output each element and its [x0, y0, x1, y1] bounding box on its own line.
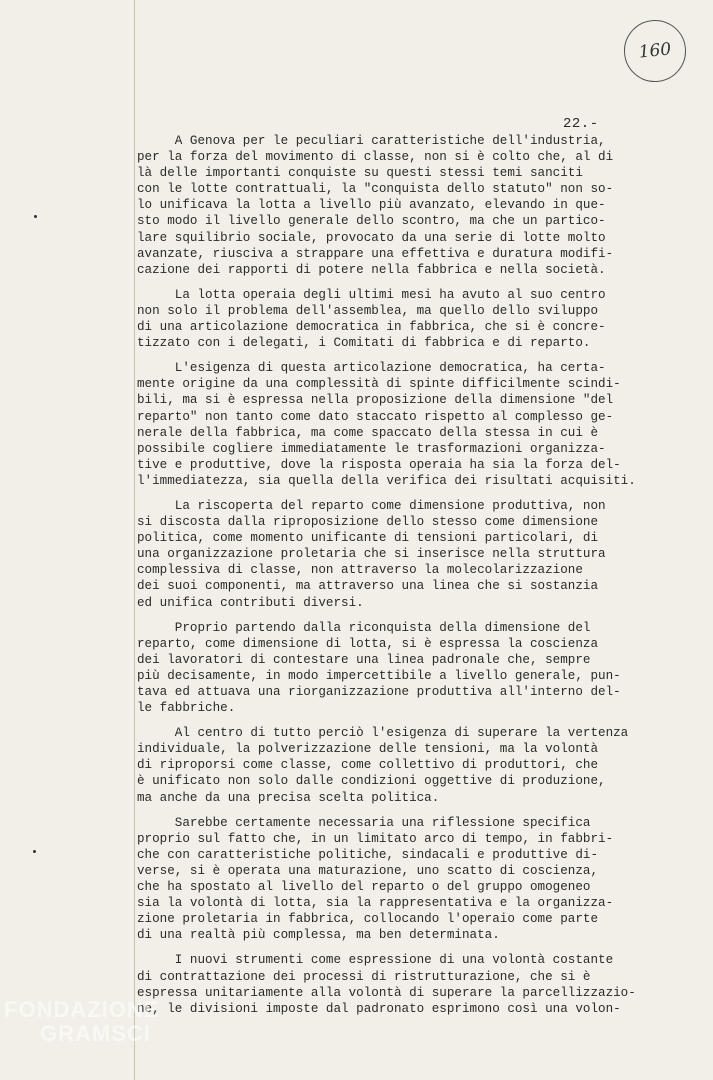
text-line: lo unificava la lotta a livello più avanzato, elevando in que- [137, 198, 606, 213]
text-line: reparto, come dimensione di lotta, si è espressa la coscienza [137, 636, 599, 651]
text-line: le fabbriche. [137, 701, 236, 716]
text-line: con le lotte contrattuali, la "conquista dello statuto" non so- [137, 182, 614, 197]
paragraph [137, 360, 682, 489]
text-line: complessiva di classe, non attraverso la molecolarizzazione [137, 563, 583, 578]
text-line: Proprio partendo dalla riconquista della dimensione del [137, 620, 591, 635]
text-line: bili, ma si è espressa nella proposizione della dimensione "del [137, 393, 614, 408]
margin-line [134, 0, 135, 1080]
text-line: La lotta operaia degli ultimi mesi ha avuto al suo centro [137, 287, 606, 302]
text-line: di riproporsi come classe, come collettivo di produttori, che [137, 758, 599, 773]
text-line: dei suoi componenti, ma attraverso una linea che si sostanzia [137, 579, 599, 594]
text-line: mente origine da una complessità di spinte difficilmente scindi- [137, 377, 621, 392]
text-line: ma anche da una precisa scelta politica. [137, 790, 440, 805]
text-line: A Genova per le peculiari caratteristiche dell'industria, [137, 134, 606, 148]
text-line: avanzate, riusciva a strappare una effettiva e duratura modifi- [137, 246, 614, 261]
watermark-line: FONDAZIONE [4, 997, 160, 1022]
text-line: là delle importanti conquiste su questi stessi temi sanciti [137, 166, 583, 181]
page-stamp [621, 17, 689, 85]
paragraph [137, 287, 682, 351]
body-text [137, 133, 682, 1026]
text-line: Al centro di tutto perciò l'esigenza di superare la vertenza [137, 726, 629, 741]
text-line: dei lavoratori di contestare una linea padronale che, sempre [137, 652, 591, 667]
text-line: tizzato con i delegati, i Comitati di fabbrica e di reparto. [137, 336, 591, 351]
text-line: individuale, la polverizzazione delle tensioni, ma la volontà [137, 742, 599, 757]
paragraph [137, 498, 682, 611]
text-line: nerale della fabbrica, ma come spaccato della stessa in cui è [137, 425, 599, 440]
text-line: è unificato non solo dalle condizioni oggettive di produzione, [137, 774, 606, 789]
paragraph [137, 952, 682, 1016]
text-line: verse, si è operata una maturazione, uno scatto di coscienza, [137, 863, 599, 878]
text-line: tive e produttive, dove la risposta operaia ha sia la forza del- [137, 457, 621, 472]
watermark-line: GRAMSCI [40, 1021, 151, 1046]
text-line: sia la volontà di lotta, sia la rappresentativa e la organizza- [137, 896, 614, 911]
text-line: La riscoperta del reparto come dimensione produttiva, non [137, 498, 606, 513]
paragraph [137, 133, 682, 278]
text-line: per la forza del movimento di classe, non si è colto che, al di [137, 150, 614, 165]
text-line: sto modo il livello generale dello scontro, ma che un partico- [137, 214, 606, 229]
text-line: non solo il problema dell'assemblea, ma quello dello sviluppo [137, 303, 599, 318]
paragraph [137, 725, 682, 805]
text-line: di contrattazione dei processi di ristrutturazione, che si è [137, 969, 591, 984]
text-line: si discosta dalla riproposizione dello stesso come dimensione [137, 515, 599, 530]
text-line: politica, come momento unificante di tensioni particolari, di [137, 531, 599, 546]
text-line: più decisamente, in modo impercettibile a livello generale, pun- [137, 668, 621, 683]
text-line: ne, le divisioni imposte dal padronato esprimono così una volon- [137, 1001, 621, 1016]
page-number: 22.- [563, 116, 599, 132]
text-line: una organizzazione proletaria che si inserisce nella struttura [137, 547, 606, 562]
margin-mark [33, 850, 36, 853]
paragraph [137, 620, 682, 717]
text-line: tava ed attuava una riorganizzazione produttiva all'interno del- [137, 685, 621, 699]
text-line: I nuovi strumenti come espressione di una volontà costante [137, 953, 614, 968]
text-line: che con caratteristiche politiche, sindacali e produttive di- [137, 847, 599, 862]
margin-mark [34, 215, 37, 218]
text-line: possibile cogliere immediatamente le trasformazioni organizza- [137, 441, 606, 456]
paragraph [137, 815, 682, 944]
text-line: cazione dei rapporti di potere nella fabbrica e nella società. [137, 262, 606, 277]
text-line: zione proletaria in fabbrica, collocando l'operaio come parte [137, 912, 599, 927]
text-line: lare squilibrio sociale, provocato da una serie di lotte molto [137, 230, 606, 245]
text-line: di una articolazione democratica in fabbrica, che si è concre- [137, 320, 606, 335]
text-line: che ha spostato al livello del reparto o del gruppo omogeneo [137, 880, 591, 895]
text-line: l'immediatezza, sia quella della verifica dei risultati acquisiti. [137, 473, 636, 488]
text-line: espressa unitariamente alla volontà di superare la parcellizzazio- [137, 985, 636, 1000]
text-line: L'esigenza di questa articolazione democratica, ha certa- [137, 361, 606, 376]
text-line: reparto" non tanto come dato staccato rispetto al complesso ge- [137, 409, 614, 424]
text-line: di una realtà più complessa, ma ben determinata. [137, 928, 500, 943]
text-line: proprio sul fatto che, in un limitato arco di tempo, in fabbri- [137, 831, 614, 846]
text-line: ed unifica contributi diversi. [137, 595, 364, 610]
archive-watermark [4, 998, 159, 1046]
stamp-number: 160 [637, 39, 673, 63]
text-line: Sarebbe certamente necessaria una riflessione specifica [137, 815, 591, 830]
